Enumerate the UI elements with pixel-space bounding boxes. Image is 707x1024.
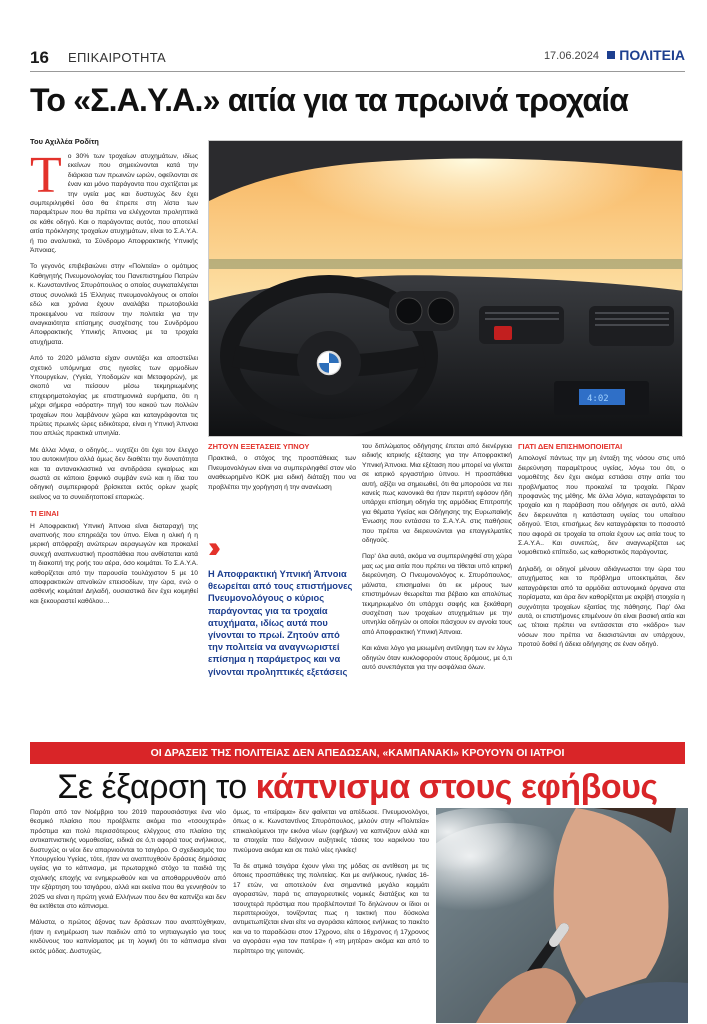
paragraph: Από το 2020 μάλιστα είχαν συντάξει και αποστείλει σχετικό υπόμνημα στις ηγεσίες των αρμοδίων Υπουργείων, (Υγεία, Υποδομών και Μεταφορών), με σκοπό να πείσουν μέσω τεκμηριωμένης επιχειρηματολογίας με επιστημονικά ευρήματα, ότι η μέχρι σήμερα «αόρατη» πηγή του κακού των πολλών τροχαίων που λαμβάνουν χώρα και καταγράφονται τις πρώτες πρωινές ώρες ειδικότερα, είναι η Υπνική Άπνοια που απλώς πρακτικά υπνηλία. (30, 355, 198, 438)
subheading: ΤΙ ΕΙΝΑΙ (30, 509, 59, 519)
paragraph: Δηλαδή, οι οδηγοί μένουν αδιάγνωστοι την ώρα του ατυχήματος και το πρόβλημα υποεκτιμάται, δεν καταγράφεται από τα αρμόδια αστυνομικά όργανα στα πορίσματα, και άρα δεν καθορίζεται με ακρίβή στοιχεία η συχνότητα τροχαίων εξαιτίας της πάθησης. Παρ' όλα αυτά, οι επιστήμονες επιμένουν ότι είναι βασική αιτία και ως τέτοια πρέπει να εντάσσεται στο «κάδρο» των νόσων που πρέπει να διασιστώνται αν υπάρχουν, προτού δοθεί ή άδεια οδήγησης σε έναν οδηγό. (518, 565, 685, 649)
article2-headline (30, 768, 685, 807)
headline-part-bold: κάπνισμα στους εφήβους (255, 768, 658, 806)
paragraph: Το γεγονός επιβεβαιώνει στην «Πολιτεία» ο ομότιμος Καθηγητής Πνευμονολογίας του Πανεπιστημίου Πατρών κ. Κωνσταντίνος Σπυρόπουλος ο οποίος συγκαταλέγεται στους συνολικά 15 Έλληνες πνευμονολόγους οι οποίοι εδώ και χρόνια έχουν αναλάβει πρωτοβουλία προκειμένου να πείσουν την πολιτεία για την αναγκαιότητα επίσημης συσχέτισης του Συνδρόμου Αποφρακτικής Υπνικής Άπνοιας με τα τροχαία ατυχήματα. (30, 263, 198, 346)
brand-logo (607, 47, 685, 63)
svg-text:4:02: 4:02 (587, 394, 609, 404)
article1-column-3 (362, 442, 512, 732)
subheading: ΓΙΑΤΙ ΔΕΝ ΕΠΙΣΗΜΟΠΟΙΕΙΤΑΙ (518, 442, 623, 451)
quote-chevron-icon: ›› (208, 531, 214, 564)
paragraph: Πρακτικά, ο στόχος της προσπάθειας των Πνευμονολόγων είναι να συμπεριληφθεί στον νέο αναθεωρημένο ΚΟΚ μια ειδική διάταξη που να προβλέπει την χορήγηση ή την ανανέωση (208, 455, 356, 491)
pull-quote-text: Η Αποφρακτική Υπνική Άπνοια θεωρείται από τους επιστήμονες Πνευμονολόγους ο κύριος παράγοντας για τα τροχαία ατυχήματα, ιδίως αυτά που γίνονται το πρωί. Ζητούν από την πολιτεία να αναγνωριστεί επίσημα η παράμετρος και να γίνονται προληπτικές εξετάσεις (208, 569, 353, 677)
headline-part-normal: Σε έξαρση το (57, 768, 247, 806)
paragraph: Το 30% των τροχαίων ατυχημάτων, ιδίως εκείνων που σημειώνονται κατά την διάρκεια των πρωινών ωρών, οφείλονται σε έναν και μόνο παράγοντα που σχετίζεται με την υγεία μας και δυστυχώς δεν έχει συμπεριληφθεί όσο θα έπρεπε στη λίστα των παραμέτρων που θα πρέπει να ελέγχονται προληπτικά σε κάθε οδηγό. Και ο παράγοντας αυτός, που αποτελεί αιτία πρόκλησης τροχαίων ατυχημάτων, είναι το Σ.Α.Υ.Α. ή πιο αναλυτικά, το Σύνδρομο Αποφρακτικής Υπνικής Άπνοιας. (30, 152, 198, 255)
article2-column-1 (30, 808, 226, 1022)
paragraph: Με άλλα λόγια, ο οδηγός... νυχτίζει ότι έχει τον έλεγχο του αυτοκινήτου αλλά όμως δεν διαθέτει την δυνατότητα και τα αντανακλαστικά να αντιδράσει εγκαίρως και σωστά σε κάποιο ξαφνικό συμβάν ενώ και η ίδια του οδηγική συμπεριφορά βρίσκεται εκτός ορίων χωρίς εκείνος να το συνειδητοποιεί επαρκώς. (30, 446, 198, 501)
square-icon (607, 51, 615, 59)
paragraph: Παρότι από τον Νοέμβριο του 2019 παρουσιάστηκε ένα νέο θεσμικό πλαίσιο που προέβλεπε ακόμα πιο «τσουχτερά» πρόστιμα και πολύ περισσότερους ελέγχους στο πλαίσιο της αντικαπνιστικής νομοθεσίας, ειδικά σε ό,τι αφορά τους ανήλικους, δυστυχώς οι νέοι δεν απαρνιούνται το τσιγάρο. Ο σχεδιασμός του Υπουργείου Υγείας, τότε, ήταν να αναπτυχθούν δράσεις δημόσιας υγείας για το κάπνισμα, με πρωταρχικό στόχο τα παιδιά της σχολικής εποχής να ενημερωθούν και να αποθαρρυνθούν από την εξάρτηση του τσιγάρου, αλλά και εκείνα που θα γεννηθούν το 2025 να είναι η πρώτη γενιά Ελλήνων που δεν θα καπνίζει και δεν θα εκτίθεται στο κάπνισμα. (30, 809, 226, 911)
pull-quote (208, 531, 353, 678)
article-title: Το «Σ.Α.Υ.Α.» αιτία για τα πρωινά τροχαία (30, 82, 629, 118)
paragraph: Αιτιολογεί πάντως την μη ένταξη της νόσου στις υπό διερεύνηση παραμέτρους υγείας, λόγω του ότι, ο νομοθέτης δεν έχει ακόμα εστιάσει στην αιτία του προβλήματος που προκαλεί τα τροχαία. Πέραν προφανώς της μέθης. Με άλλα λόγια, καταγράφεται το τροχαίο και η παράβαση που οδήγησε σε αυτό, αλλά δεν διερευνάται η κατάσταση υγείας του υπαίτιου οδηγού. Έτσι, επισήμως δεν καταγράφεται το ποσοστό που αφορά σε τροχαία τα οποία έχουν ως αιτία τους το Σ.Α.Υ.Α.. Και συνεπώς, δεν αναγνωρίζεται ως νομοθετικό επίπεδο, ως καθοριστικός παράγοντας. (518, 455, 685, 557)
article1-column-2 (208, 442, 356, 532)
car-interior-illustration (209, 141, 683, 437)
article2-banner: ΟΙ ΔΡΑΣΕΙΣ ΤΗΣ ΠΟΛΙΤΕΙΑΣ ΔΕΝ ΑΠΕΔΩΣΑΝ, «ΚΑΜΠΑΝΑΚΙ» ΚΡΟΥΟΥΝ ΟΙ ΙΑΤΡΟΙ (30, 742, 685, 764)
drop-cap: Τ (30, 152, 62, 204)
article1-column-4 (518, 442, 685, 732)
paragraph: Παρ' όλα αυτά, ακόμα να συμπεριληφθεί στη χώρα μας ως μια αιτία που πρέπει να τίθεται υπό ιατρική διερεύνηση. Ο Πνευμονολόγος κ. Σπυρόπουλος, μάλιστα, επισημαίνει ότι εκ μέρους των επιστημόνων θεωρείται πια βέβαιο και απολύτως τεκμηριωμένο ότι υπάρχει σαφής και ξεκάθαρη συσχέτιση των τροχαίων ατυχημάτων με την υπνηλία οδηγών οι οποίοι πάσχουν εν αγνοία τους από Αποφρακτική Υπνική Άπνοια. (362, 553, 512, 636)
paragraph: του διπλώματος οδήγησης έπεται από διενέργεια ειδικής ιατρικής εξέτασης για την Αποφρακτική Υπνική Άπνοια. Μια εξέταση που μπορεί να γίνεται σε ιατρικό εργαστήριο ύπνου. Η προσπάθεια αυτή, αξίζει να σημειωθεί, ότι θα μπορούσε να πει κανείς πως κανονικά θα ήταν περιττή εφόσον ήδη υπάρχει επίσημη οδηγία της αρμόδιας Επιτροπής για θέματα Υγείας και Οδήγησης της Ευρωπαϊκής Ένωσης που εντάσσει το Σ.Α.Υ.Α. στις παθήσεις που πρέπει να διερευνώνται για επαγγελματίες οδηγούς. (362, 443, 512, 545)
paragraph: Η Αποφρακτική Υπνική Άπνοια είναι διαταραχή της αναπνοής που επηρεάζει τον ύπνο. Είναι η ολική ή η μερική απόφραξη ανώτερων αεραγωγών και προκαλεί συνεχή αναπνευστική προσπάθεια που ανθίσταται κατά τη διακοπή της ροής του αέρα, όσο κοιμάται. Το Σ.Α.Υ.Α. καθορίζεται από την παρουσία τουλάχιστον 5 με 10 αποφρακτικών απνοϊκών επεισοδίων, την ώρα, ενώ ο ασθενής κοιμάται! Δηλαδή, ουσιαστικά δεν έχει κοιμηθεί και ξεκουραστεί καθόλου… (30, 522, 198, 605)
paragraph: Τα δε ατμικά τσιγάρα έχουν γίνει της μόδας σε αντίθεση με τις όποιες προσπάθειες της πολιτείας. Και με ανήλικους, ηλικίας 16-17 ετών, να αποτελούν ένα σημαντικά μεγάλο κομμάτι αγοραστών, παρά τις απαγορευτικές νομικές διατάξεις και τα τσουχτερά πρόστιμα που προβλέπονται! Το δηλώνουν οι ίδιοι οι περιπτεριούχοι, τονίζοντας πως η τακτική που δύσκολα αντιμετωπίζεται είναι είτε να αγοράσει κάποιος ενήλικας το πακέτο και να το παραδώσει στον 17χρονο, είτε ο 16χρονος ή 17χρονος να αγοράσει «για τον πατέρα» ή «τη μητέρα» ακόμα και από το περίπτερο της γειτονιάς. (233, 863, 429, 955)
issue-date: 17.06.2024 (543, 50, 599, 62)
car-dashboard-photo (208, 140, 683, 437)
page-header (30, 44, 685, 72)
vaping-photo (436, 808, 688, 1023)
paragraph: Και κάνει λόγο για μειωμένη αντίληψη των εν λόγω οδηγών όταν κυκλοφορούν στους δρόμους, με ό,τι αυτό συνεπάγεται για την ασφάλεια όλων. (362, 645, 512, 671)
brand-name: ΠΟΛΙΤΕΙΑ (619, 47, 685, 63)
paragraph: όμως, το «πείραμα» δεν φαίνεται να απέδωσε. Πνευμονολόγοι, όπως ο κ. Κωνσταντίνος Σπυρόπουλος, μιλούν στην «Πολιτεία» επικαλούμενοι την εικόνα νέων (εφήβων) να καπνίζουν αλλά και τα στοιχεία που δείχνουν αυξητικές τάσεις του καρκίνου του πνεύμονα ακόμα και σε πολύ νέες ηλικίες! (233, 809, 429, 854)
paragraph: Μάλιστα, ο πρώτος άξονας των δράσεων που αναπτύχθηκαν, ήταν η ενημέρωση των παιδιών από το νηπιαγωγείο για τους κινδύνους του καπνίσματος με τη λογική ότι το κάπνισμα είναι εκτός μόδας. Δυστυχώς, (30, 919, 226, 955)
section-label: ΕΠΙΚΑΙΡΟΤΗΤΑ (68, 50, 166, 65)
smoker-illustration (436, 808, 688, 1023)
byline: Του Αχιλλέα Ροδίτη (30, 137, 99, 146)
article1-column-1 (30, 152, 198, 730)
page-number: 16 (30, 48, 49, 67)
subheading: ΖΗΤΟΥΝ ΕΞΕΤΑΣΕΙΣ ΥΠΝΟΥ (208, 442, 310, 451)
article2-column-2 (233, 808, 429, 1022)
